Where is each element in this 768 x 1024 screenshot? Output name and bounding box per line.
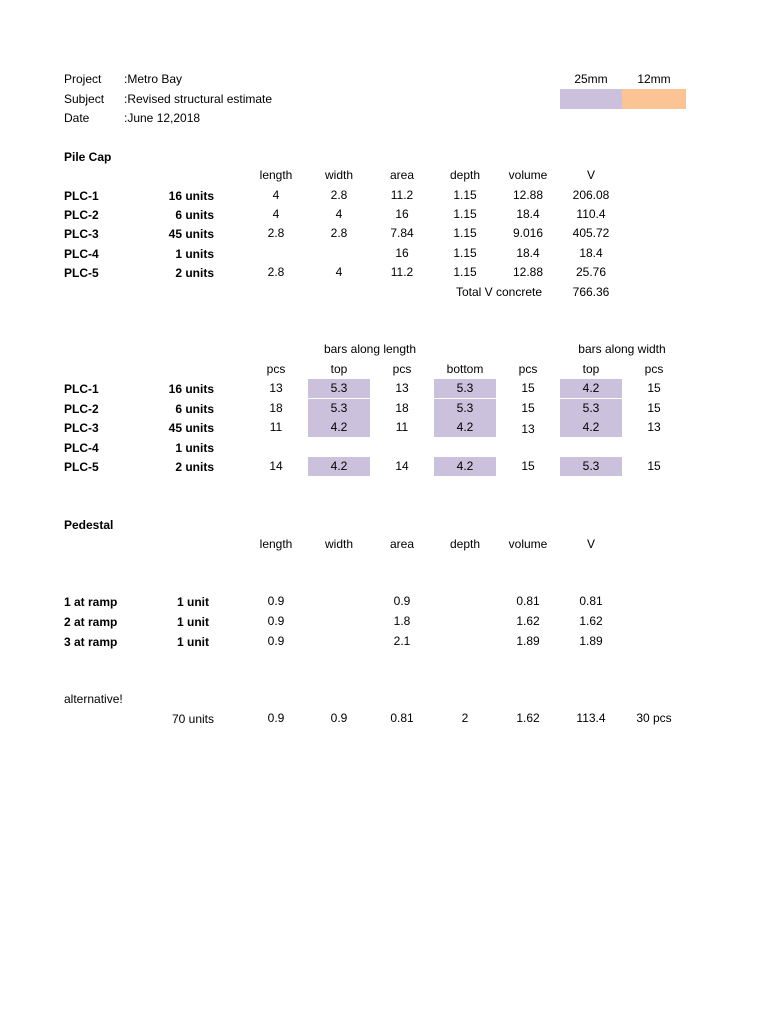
pile-cap-cell-area: 7.84 — [390, 226, 414, 240]
rebar-cell: 4.2 — [330, 420, 348, 434]
pedestal-col-header: V — [586, 537, 596, 551]
pile-cap-col-header: V — [586, 168, 596, 182]
rebar-cell: 15 — [521, 381, 535, 395]
rebar-col-header: top — [330, 362, 348, 376]
pedestal-col-header: depth — [449, 537, 481, 551]
pile-cap-cell-width: 4 — [335, 207, 343, 221]
rebar-cell: 15 — [647, 381, 661, 395]
rebar-cell: 13 — [269, 381, 283, 395]
rebar-cell: 14 — [269, 459, 283, 473]
pile-cap-cell-length: 2.8 — [267, 226, 285, 240]
rebar-row-units: 6 units — [175, 402, 214, 416]
pile-cap-cell-area: 11.2 — [390, 188, 414, 202]
pile-cap-row-name: PLC-3 — [64, 227, 99, 241]
date-value: :June 12,2018 — [124, 111, 201, 125]
rebar-row-units: 1 units — [175, 441, 214, 455]
subject-label: Subject — [64, 92, 105, 106]
pile-cap-cell-v: 405.72 — [572, 226, 610, 240]
rebar-cell: 15 — [647, 459, 661, 473]
rebar-row-units: 45 units — [168, 421, 214, 435]
pile-cap-title: Pile Cap — [64, 150, 112, 164]
pedestal-row-units: 1 unit — [177, 635, 209, 649]
rebar-cell: 13 — [521, 422, 535, 436]
pile-cap-row-units: 45 units — [168, 227, 214, 241]
pedestal-cell-length: 0.9 — [267, 634, 285, 648]
rebar-cell: 15 — [521, 459, 535, 473]
alternative-area: 0.81 — [390, 711, 414, 725]
rebar-row-name: PLC-5 — [64, 460, 99, 474]
pile-cap-row-units: 1 units — [175, 247, 214, 261]
pedestal-row-name: 1 at ramp — [64, 595, 118, 609]
pile-cap-row-units: 6 units — [175, 208, 214, 222]
alternative-depth: 2 — [461, 711, 469, 725]
pedestal-row-units: 1 unit — [177, 615, 209, 629]
rebar-cell: 5.3 — [582, 459, 600, 473]
pile-cap-col-header: length — [259, 168, 293, 182]
rebar-cell: 4.2 — [456, 459, 474, 473]
project-label: Project — [64, 72, 102, 86]
pile-cap-cell-length: 2.8 — [267, 265, 285, 279]
pile-cap-cell-v: 25.76 — [575, 265, 607, 279]
rebar-col-header: pcs — [518, 362, 538, 376]
alternative-units: 70 units — [171, 712, 214, 726]
pedestal-col-header: area — [389, 537, 415, 551]
rebar-cell: 15 — [647, 401, 661, 415]
rebar-cell: 5.3 — [330, 381, 348, 395]
pile-cap-cell-volume: 9.016 — [512, 226, 544, 240]
bars-along-length-header: bars along length — [323, 342, 417, 356]
pedestal-cell-area: 1.8 — [393, 614, 411, 628]
pile-cap-cell-area: 16 — [395, 246, 409, 260]
date-label: Date — [64, 111, 90, 125]
pile-cap-cell-length: 4 — [272, 188, 280, 202]
pile-cap-cell-width: 2.8 — [330, 226, 348, 240]
pile-cap-cell-area: 11.2 — [390, 265, 414, 279]
subject-value: :Revised structural estimate — [124, 92, 273, 106]
pile-cap-cell-v: 18.4 — [579, 246, 603, 260]
pile-cap-cell-area: 16 — [395, 207, 409, 221]
pedestal-cell-volume: 0.81 — [516, 594, 540, 608]
pedestal-col-header: length — [259, 537, 293, 551]
alternative-v: 113.4 — [576, 711, 606, 725]
project-value: :Metro Bay — [124, 72, 183, 86]
pedestal-row-name: 2 at ramp — [64, 615, 118, 629]
pile-cap-cell-v: 206.08 — [572, 188, 610, 202]
pile-cap-cell-v: 110.4 — [576, 207, 606, 221]
legend-25mm-label: 25mm — [574, 72, 608, 86]
rebar-cell: 4.2 — [456, 420, 474, 434]
pile-cap-cell-depth: 1.15 — [453, 188, 477, 202]
alternative-extra: 30 pcs — [636, 711, 672, 725]
alternative-width: 0.9 — [330, 711, 348, 725]
pedestal-cell-v: 1.89 — [579, 634, 603, 648]
total-v-concrete-label: Total V concrete — [455, 285, 542, 299]
legend-12mm-swatch — [622, 89, 686, 109]
pedestal-cell-length: 0.9 — [267, 614, 285, 628]
rebar-cell: 11 — [395, 420, 409, 434]
rebar-cell: 11 — [269, 420, 283, 434]
pile-cap-row-name: PLC-2 — [64, 208, 99, 222]
rebar-cell: 13 — [647, 420, 661, 434]
rebar-cell: 5.3 — [582, 401, 600, 415]
rebar-row-units: 2 units — [175, 460, 214, 474]
pedestal-cell-volume: 1.62 — [516, 614, 540, 628]
total-v-concrete-value: 766.36 — [572, 285, 610, 299]
rebar-row-name: PLC-2 — [64, 402, 99, 416]
pedestal-cell-v: 0.81 — [579, 594, 603, 608]
rebar-cell: 18 — [395, 401, 409, 415]
legend-25mm-swatch — [560, 89, 622, 109]
rebar-col-header: pcs — [392, 362, 412, 376]
rebar-cell: 5.3 — [330, 401, 348, 415]
rebar-cell: 4.2 — [582, 420, 600, 434]
pile-cap-row-name: PLC-1 — [64, 189, 99, 203]
rebar-cell: 13 — [395, 381, 409, 395]
pile-cap-col-header: depth — [449, 168, 481, 182]
pile-cap-row-name: PLC-5 — [64, 266, 99, 280]
legend-12mm-label: 12mm — [637, 72, 671, 86]
pile-cap-cell-volume: 12.88 — [512, 265, 544, 279]
pedestal-cell-volume: 1.89 — [516, 634, 540, 648]
rebar-row-name: PLC-3 — [64, 421, 99, 435]
pile-cap-cell-depth: 1.15 — [453, 246, 477, 260]
pile-cap-col-header: area — [389, 168, 415, 182]
pile-cap-col-header: width — [324, 168, 354, 182]
pedestal-cell-v: 1.62 — [579, 614, 603, 628]
pile-cap-cell-width: 2.8 — [330, 188, 348, 202]
rebar-col-header: pcs — [644, 362, 664, 376]
pedestal-col-header: width — [324, 537, 354, 551]
pedestal-cell-area: 2.1 — [393, 634, 411, 648]
pile-cap-cell-volume: 18.4 — [516, 246, 540, 260]
pedestal-title: Pedestal — [64, 518, 114, 532]
pile-cap-cell-volume: 12.88 — [512, 188, 544, 202]
pedestal-col-header: volume — [508, 537, 548, 551]
pile-cap-cell-width: 4 — [335, 265, 343, 279]
pile-cap-cell-depth: 1.15 — [453, 265, 477, 279]
alternative-volume: 1.62 — [516, 711, 540, 725]
pedestal-row-name: 3 at ramp — [64, 635, 118, 649]
pile-cap-row-name: PLC-4 — [64, 247, 99, 261]
rebar-cell: 5.3 — [456, 381, 474, 395]
pile-cap-cell-depth: 1.15 — [453, 226, 477, 240]
bars-along-width-header: bars along width — [578, 342, 666, 356]
pile-cap-cell-length: 4 — [272, 207, 280, 221]
pile-cap-cell-depth: 1.15 — [453, 207, 477, 221]
rebar-cell: 15 — [521, 401, 535, 415]
pile-cap-col-header: volume — [508, 168, 548, 182]
pile-cap-cell-volume: 18.4 — [516, 207, 540, 221]
alternative-label: alternative! — [64, 692, 123, 706]
rebar-cell: 4.2 — [330, 459, 348, 473]
rebar-cell: 5.3 — [456, 401, 474, 415]
rebar-row-units: 16 units — [168, 382, 214, 396]
rebar-cell: 14 — [395, 459, 409, 473]
rebar-row-name: PLC-4 — [64, 441, 99, 455]
pile-cap-row-units: 2 units — [175, 266, 214, 280]
alternative-length: 0.9 — [267, 711, 285, 725]
rebar-col-header: top — [582, 362, 600, 376]
rebar-col-header: pcs — [266, 362, 286, 376]
pedestal-row-units: 1 unit — [177, 595, 209, 609]
pedestal-cell-length: 0.9 — [267, 594, 285, 608]
rebar-cell: 18 — [269, 401, 283, 415]
rebar-cell: 4.2 — [582, 381, 600, 395]
pedestal-cell-area: 0.9 — [393, 594, 411, 608]
rebar-row-name: PLC-1 — [64, 382, 99, 396]
rebar-col-header: bottom — [446, 362, 484, 376]
pile-cap-row-units: 16 units — [168, 189, 214, 203]
